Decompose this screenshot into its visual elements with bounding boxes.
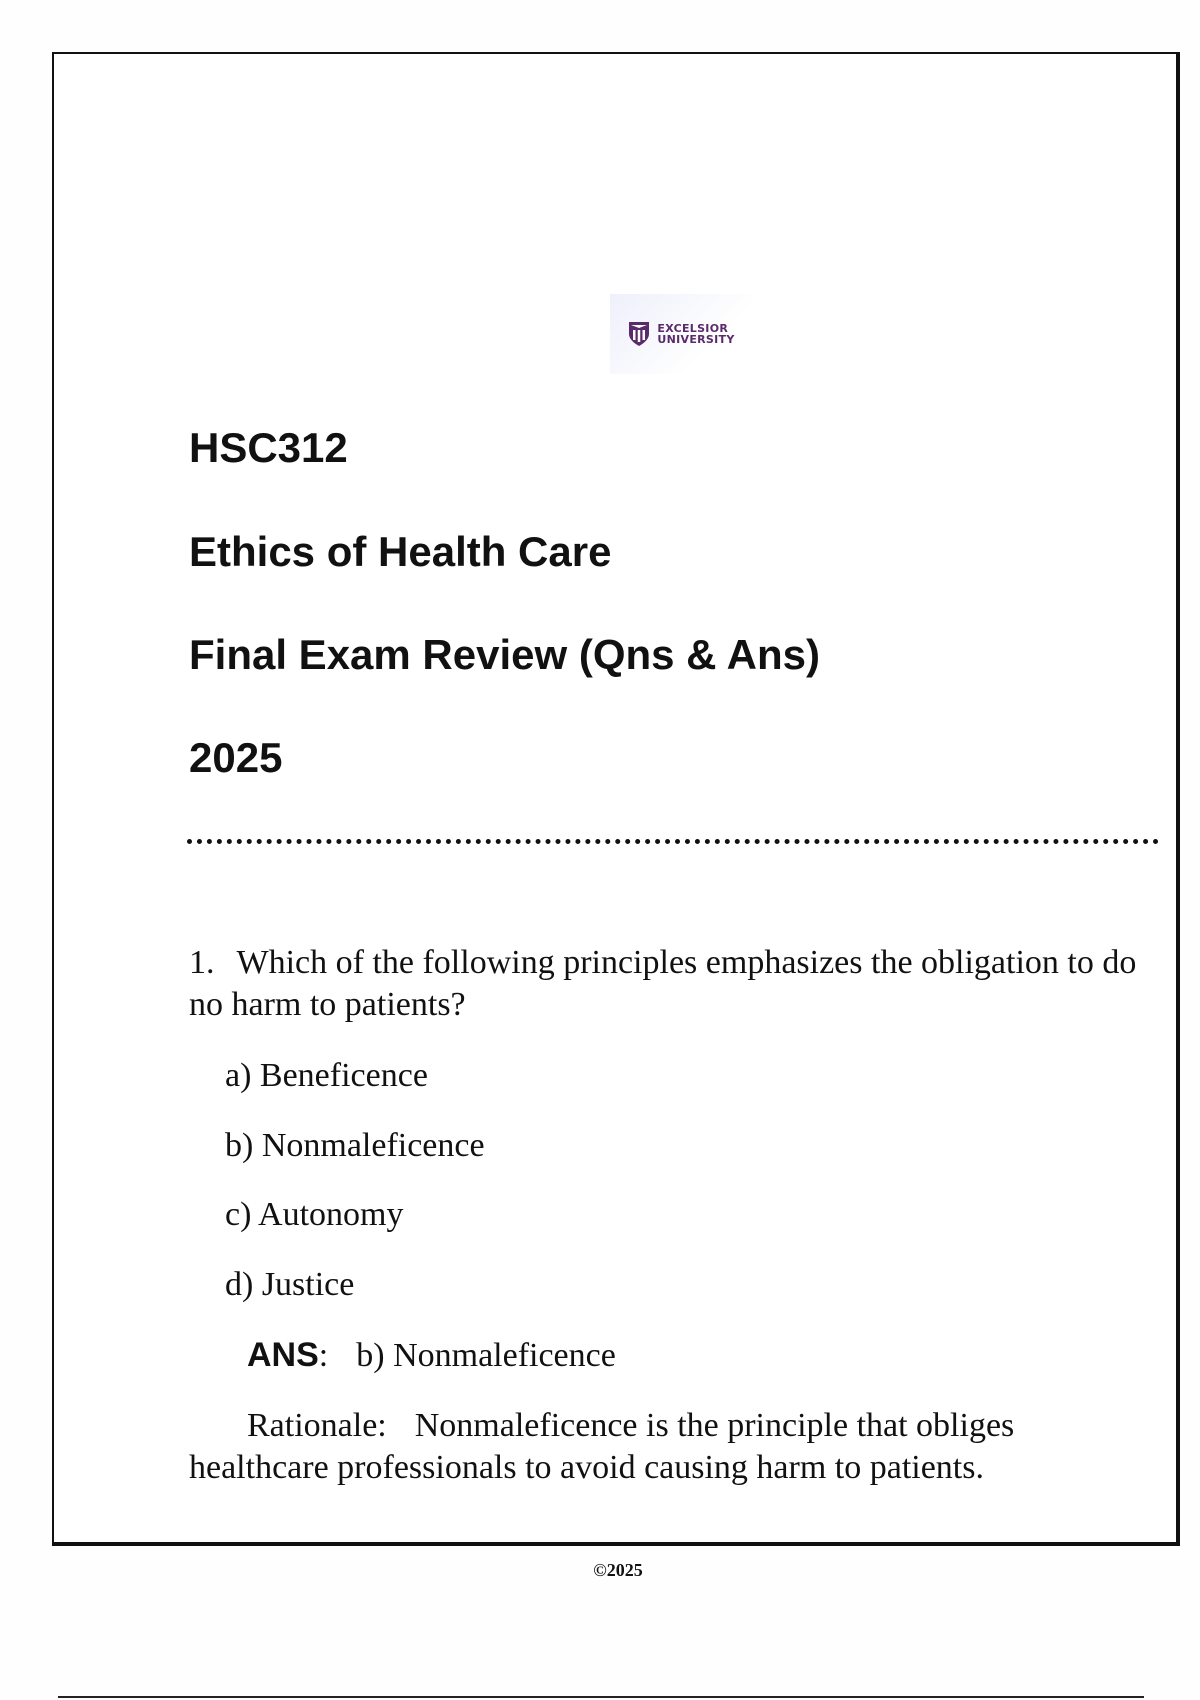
copyright-footer: ©2025 (593, 1560, 643, 1580)
document-title: Final Exam Review (Qns & Ans) (189, 631, 820, 678)
answer-label: ANS (247, 1336, 319, 1374)
answer-colon: : (318, 1337, 329, 1374)
option-a: a) Beneficence (225, 1057, 428, 1094)
logo-line-1: EXCELSIOR (657, 322, 729, 335)
document-year: 2025 (189, 734, 283, 781)
logo-line-2: UNIVERSITY (657, 333, 735, 346)
option-d: d) Justice (225, 1266, 355, 1303)
logo-wordmark (657, 323, 734, 345)
course-name: Ethics of Health Care (189, 528, 612, 575)
page-frame (52, 52, 1180, 1580)
question-number: 1. (189, 944, 215, 981)
course-code: HSC312 (189, 424, 348, 471)
option-b: b) Nonmaleficence (225, 1127, 485, 1164)
bottom-divider (58, 1696, 1144, 1698)
answer-line (247, 1335, 616, 1376)
dotted-divider (187, 839, 1159, 844)
rationale-text: Nonmaleficence is the principle that obliges healthcare professionals to avoid causing harm to patients. (189, 1407, 1015, 1486)
rationale-block (189, 1405, 1149, 1489)
answer-value: b) Nonmaleficence (356, 1337, 616, 1374)
question-text: Which of the following principles emphasizes the obligation to do no harm to patients? (189, 944, 1137, 1023)
university-logo (610, 294, 752, 374)
shield-columns-icon (627, 320, 651, 348)
question-text-block (189, 942, 1149, 1026)
option-c: c) Autonomy (225, 1196, 404, 1233)
rationale-label: Rationale: (247, 1407, 387, 1444)
